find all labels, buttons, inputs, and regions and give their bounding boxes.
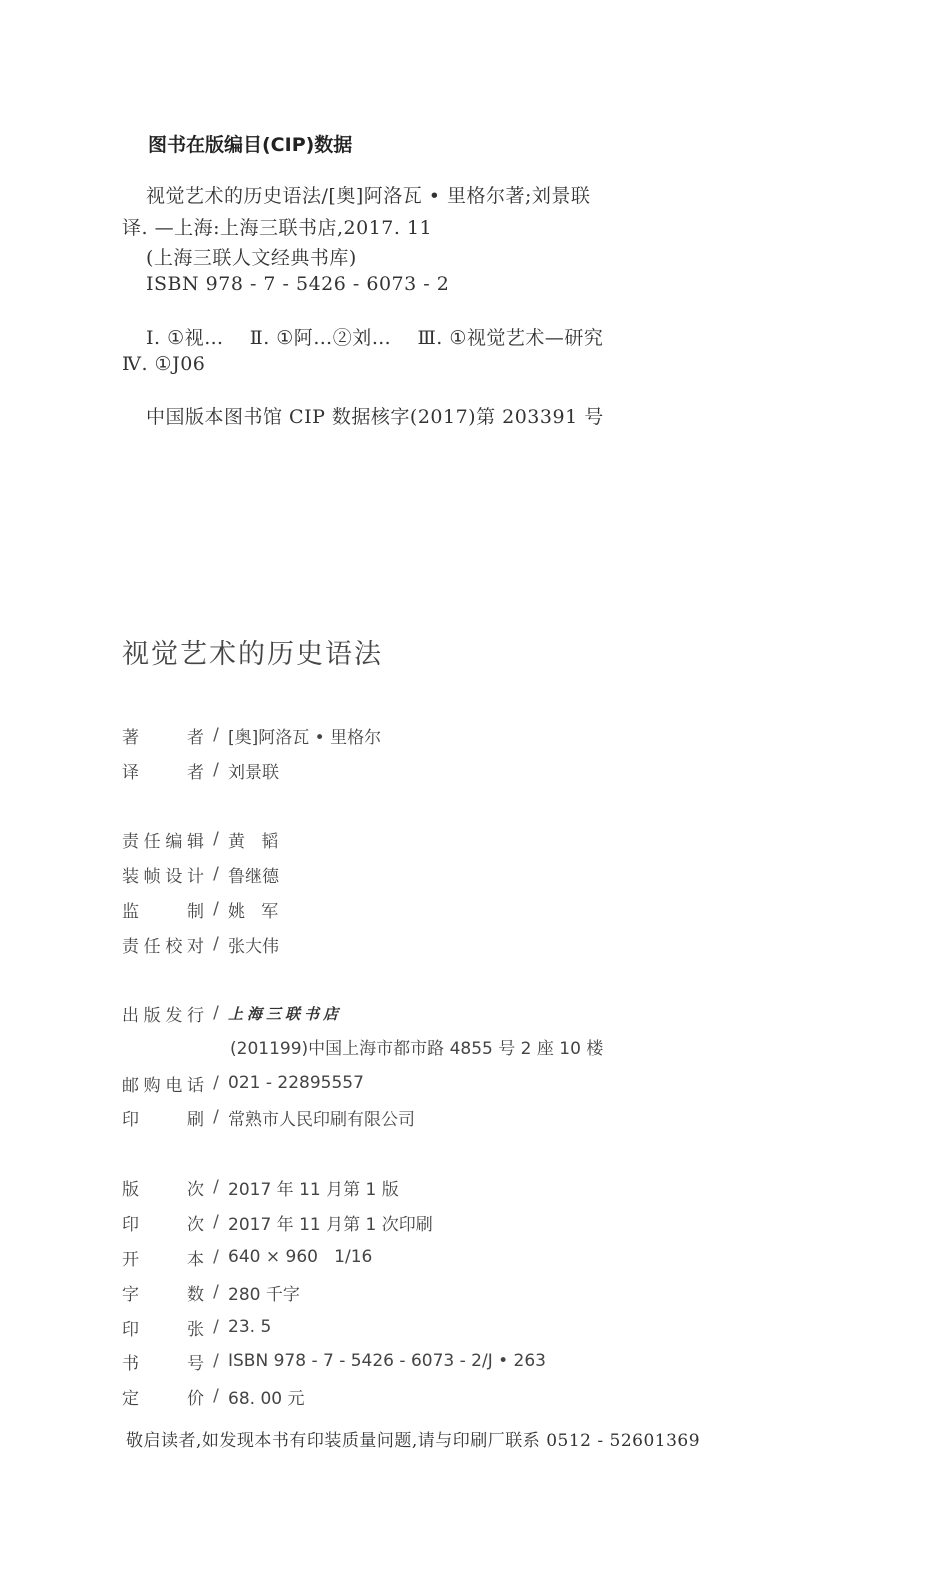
credit-label-char: 开 — [122, 1249, 139, 1270]
credit-row — [122, 1383, 304, 1409]
cip-classification: Ⅰ. ①视… Ⅱ. ①阿…②刘… Ⅲ. ①视觉艺术—研究 — [146, 327, 604, 349]
credit-value: ISBN 978 - 7 - 5426 - 6073 - 2/J • 263 — [228, 1351, 546, 1371]
credit-row — [122, 1000, 342, 1026]
credit-label-char: 对 — [186, 936, 204, 957]
credit-label-char: 者 — [187, 727, 204, 748]
credit-row — [122, 1209, 433, 1235]
credit-separator: / — [213, 725, 219, 745]
credit-label-char: 制 — [187, 901, 204, 922]
credit-value: 021 - 22895557 — [228, 1073, 364, 1093]
credit-row — [122, 1314, 271, 1340]
credit-row — [122, 757, 279, 783]
credit-label-char: 刷 — [187, 1109, 204, 1130]
credit-row — [122, 861, 279, 887]
credit-separator: / — [213, 864, 219, 884]
credit-label-char: 数 — [187, 1284, 204, 1305]
credit-value: 鲁继德 — [228, 866, 279, 887]
credit-row — [122, 1104, 415, 1130]
credit-label — [122, 1175, 204, 1200]
credit-value: [奥]阿洛瓦 • 里格尔 — [228, 727, 382, 748]
credit-separator: / — [213, 1317, 219, 1337]
credit-label-char: 者 — [187, 762, 204, 783]
credit-label-char: 编 — [165, 831, 183, 852]
credit-row — [122, 826, 278, 852]
credit-row — [122, 722, 381, 748]
credit-label-char: 号 — [187, 1353, 204, 1374]
credit-value: 68. 00 元 — [228, 1388, 305, 1409]
cip-isbn: ISBN 978 - 7 - 5426 - 6073 - 2 — [146, 273, 450, 295]
credit-label-char: 书 — [122, 1353, 139, 1374]
credit-label-char: 张 — [187, 1319, 204, 1340]
credit-label-char: 版 — [143, 1005, 161, 1026]
credit-separator: / — [213, 1003, 219, 1023]
credit-label-char: 行 — [186, 1005, 204, 1026]
credit-row — [122, 1244, 372, 1270]
credit-label — [122, 1315, 204, 1340]
credit-label — [122, 1384, 204, 1409]
credit-row — [122, 1279, 300, 1305]
credit-label-char: 设 — [165, 866, 183, 887]
credit-label-char: 出 — [122, 1005, 139, 1026]
credit-label-char: 话 — [186, 1075, 204, 1096]
credit-separator: / — [213, 1177, 219, 1197]
credit-label — [122, 1280, 204, 1305]
credit-label-char: 印 — [122, 1319, 139, 1340]
publisher-logotype: 上海三联书店 — [228, 1004, 343, 1023]
credit-value: 常熟市人民印刷有限公司 — [228, 1109, 415, 1130]
credit-separator: / — [213, 899, 219, 919]
credit-label — [122, 1210, 204, 1235]
credit-label-char: 责 — [122, 936, 139, 957]
credit-label-char: 印 — [122, 1109, 139, 1130]
credit-label-char: 任 — [143, 831, 161, 852]
reader-notice: 敬启读者,如发现本书有印装质量问题,请与印刷厂联系 0512 - 52601369 — [126, 1431, 701, 1451]
credit-separator: / — [213, 829, 219, 849]
credit-value: 23. 5 — [228, 1317, 272, 1337]
credit-label-char: 帧 — [143, 866, 161, 887]
cip-line: (上海三联人文经典书库) — [146, 247, 357, 269]
credit-label-char: 定 — [122, 1388, 139, 1409]
book-title: 视觉艺术的历史语法 — [122, 639, 383, 670]
credit-label — [122, 1071, 204, 1096]
cip-line: 视觉艺术的历史语法/[奥]阿洛瓦 • 里格尔著;刘景联 — [146, 185, 591, 207]
cip-heading: 图书在版编目(CIP)数据 — [148, 134, 353, 156]
credit-label-char: 任 — [143, 936, 161, 957]
credit-label — [122, 1349, 204, 1374]
credit-label — [122, 897, 204, 922]
credit-label-char: 价 — [187, 1388, 204, 1409]
credit-label-char: 本 — [187, 1249, 204, 1270]
credit-label-char: 次 — [187, 1214, 204, 1235]
credit-label-char: 发 — [165, 1005, 183, 1026]
credit-label-char: 著 — [122, 727, 139, 748]
credit-label-char: 次 — [187, 1179, 204, 1200]
credit-label — [122, 1245, 204, 1270]
credit-value: 280 千字 — [228, 1284, 300, 1305]
cip-line: 译. —上海:上海三联书店,2017. 11 — [122, 217, 433, 239]
credit-label-char: 版 — [122, 1179, 139, 1200]
credit-row — [122, 1174, 399, 1200]
credit-row — [122, 931, 279, 957]
credit-label-char: 邮 — [122, 1075, 139, 1096]
credit-label-char: 监 — [122, 901, 139, 922]
credit-label — [122, 723, 204, 748]
credit-label-char: 电 — [165, 1075, 183, 1096]
credit-value: 刘景联 — [228, 762, 279, 783]
credit-row — [122, 1070, 364, 1096]
credit-separator: / — [213, 1351, 219, 1371]
credit-label-char: 印 — [122, 1214, 139, 1235]
credit-value: 2017 年 11 月第 1 版 — [228, 1179, 399, 1200]
credit-label-char: 购 — [143, 1075, 161, 1096]
credit-label-char: 译 — [122, 762, 139, 783]
credit-value: 黄 韬 — [228, 831, 279, 852]
credit-separator: / — [213, 760, 219, 780]
credit-separator: / — [213, 1247, 219, 1267]
credit-separator: / — [213, 1107, 219, 1127]
credit-label — [122, 758, 204, 783]
credit-label — [122, 862, 204, 887]
credit-row — [122, 896, 278, 922]
credit-label — [122, 1001, 204, 1026]
credit-separator: / — [213, 1073, 219, 1093]
credit-separator: / — [213, 934, 219, 954]
credit-separator: / — [213, 1282, 219, 1302]
credit-value: 姚 军 — [228, 901, 279, 922]
credit-label-char: 辑 — [186, 831, 204, 852]
credit-label-char: 字 — [122, 1284, 139, 1305]
credit-label — [122, 1105, 204, 1130]
credit-label-char: 装 — [122, 866, 139, 887]
credit-separator: / — [213, 1212, 219, 1232]
cip-record-number: 中国版本图书馆 CIP 数据核字(2017)第 203391 号 — [146, 406, 604, 428]
credit-row — [122, 1348, 546, 1374]
publisher-address: (201199)中国上海市都市路 4855 号 2 座 10 楼 — [230, 1039, 604, 1059]
credit-label — [122, 932, 204, 957]
credit-separator: / — [213, 1386, 219, 1406]
credit-label-char: 责 — [122, 831, 139, 852]
cip-classification-cont: Ⅳ. ①J06 — [122, 353, 206, 375]
credit-label — [122, 827, 204, 852]
credit-value: 640 × 960 1/16 — [228, 1247, 373, 1267]
credit-value: 2017 年 11 月第 1 次印刷 — [228, 1214, 433, 1235]
credit-value: 张大伟 — [228, 936, 279, 957]
credit-label-char: 校 — [165, 936, 183, 957]
credit-label-char: 计 — [186, 866, 204, 887]
